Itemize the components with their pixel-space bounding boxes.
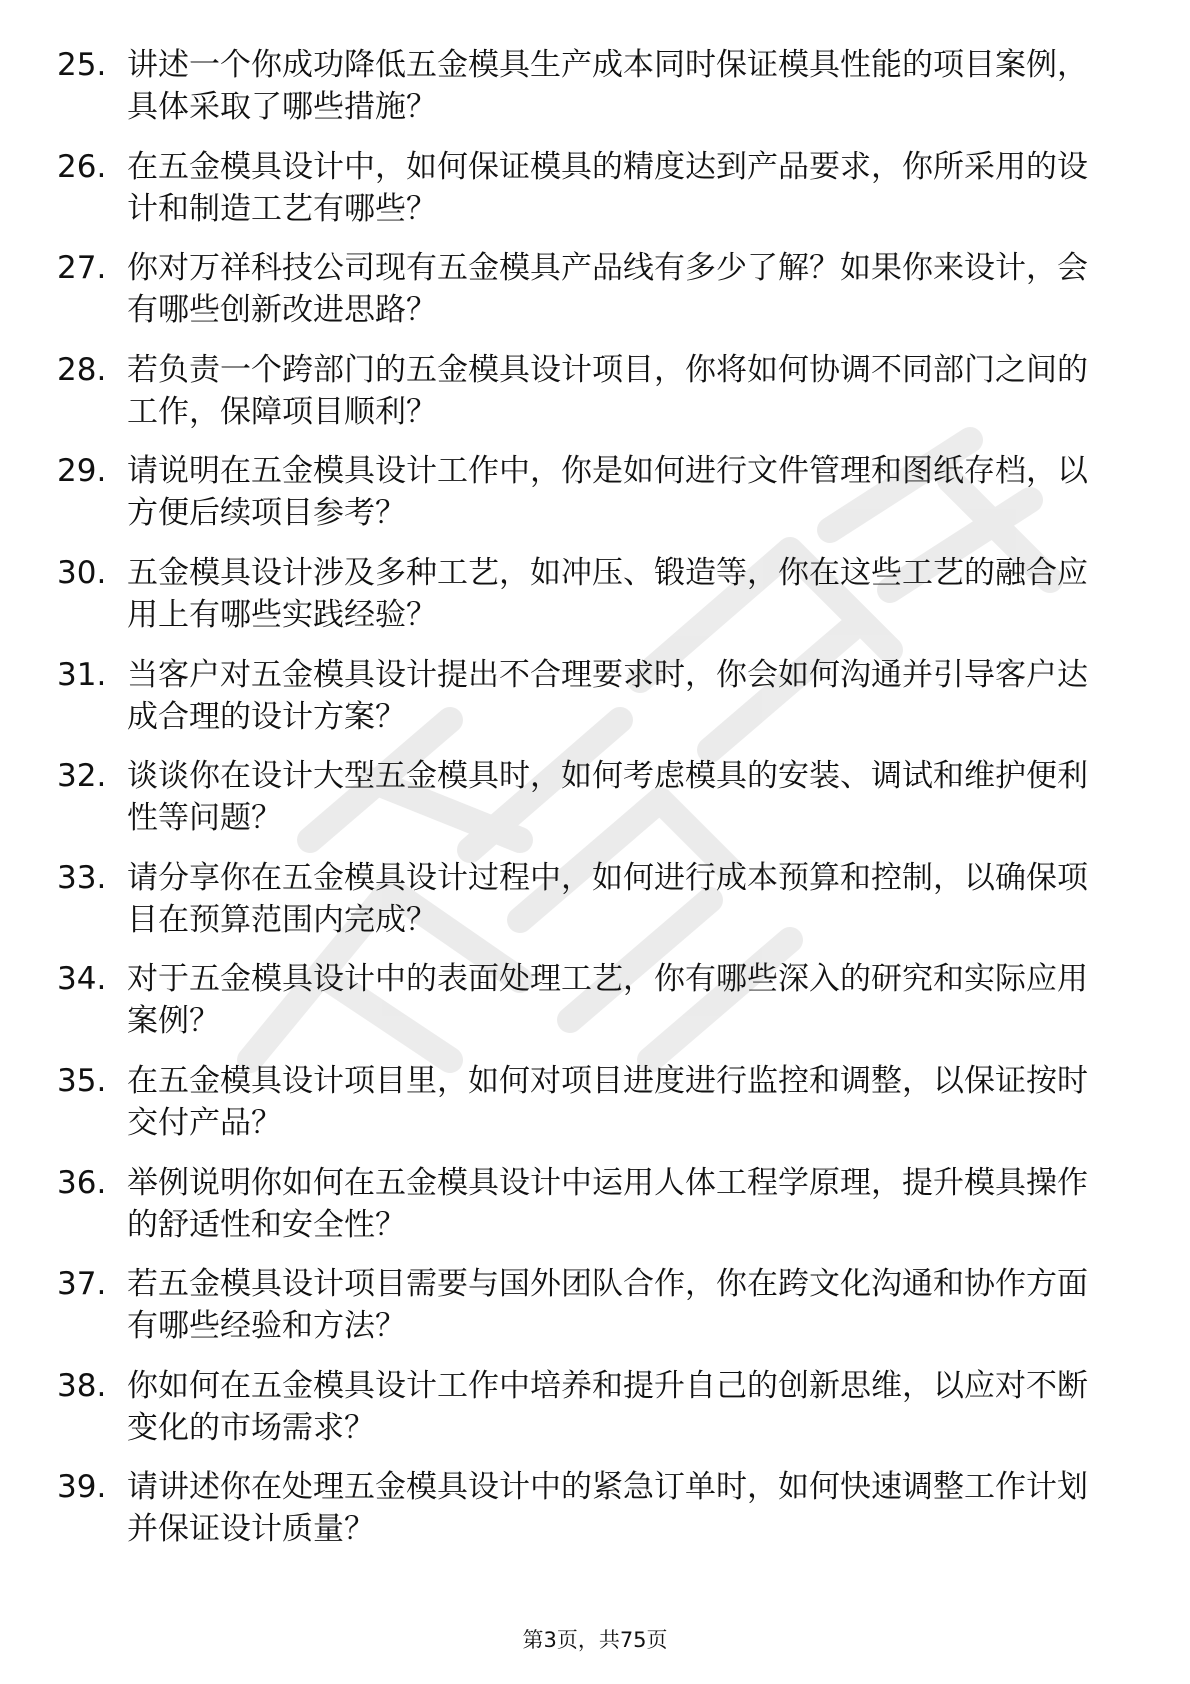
- list-item: [57, 1060, 1107, 1144]
- question-number: 34.: [57, 961, 107, 998]
- question-number: 33.: [57, 859, 107, 896]
- question-text: 若五金模具设计项目需要与国外团队合作，你在跨文化沟通和协作方面有哪些经验和方法？: [127, 1266, 1088, 1345]
- list-item: [57, 958, 1107, 1042]
- question-text: 请说明在五金模具设计工作中，你是如何进行文件管理和图纸存档，以方便后续项目参考？: [127, 453, 1088, 532]
- question-number: 39.: [57, 1469, 107, 1506]
- question-number: 26.: [57, 148, 107, 185]
- question-text: 若负责一个跨部门的五金模具设计项目，你将如何协调不同部门之间的工作，保障项目顺利？: [127, 351, 1088, 430]
- list-item: [57, 654, 1107, 738]
- list-item: [57, 1466, 1107, 1550]
- list-item: [57, 247, 1107, 331]
- question-text: 举例说明你如何在五金模具设计中运用人体工程学原理，提升模具操作的舒适性和安全性？: [127, 1164, 1088, 1243]
- question-text: 请讲述你在处理五金模具设计中的紧急订单时，如何快速调整工作计划并保证设计质量？: [127, 1469, 1088, 1548]
- question-number: 35.: [57, 1062, 107, 1099]
- question-number: 31.: [57, 656, 107, 693]
- question-number: 36.: [57, 1164, 107, 1201]
- question-text: 讲述一个你成功降低五金模具生产成本同时保证模具性能的项目案例，具体采取了哪些措施？: [127, 47, 1088, 125]
- list-item: [57, 1162, 1107, 1246]
- question-text: 在五金模具设计项目里，如何对项目进度进行监控和调整，以保证按时交付产品？: [127, 1062, 1088, 1141]
- question-text: 你如何在五金模具设计工作中培养和提升自己的创新思维，以应对不断变化的市场需求？: [127, 1367, 1088, 1446]
- list-item: [57, 1365, 1107, 1449]
- list-item: [57, 552, 1107, 636]
- page-indicator: 第3页，共75页: [522, 1628, 668, 1652]
- page-footer: [0, 1625, 1190, 1655]
- question-text: 五金模具设计涉及多种工艺，如冲压、锻造等，你在这些工艺的融合应用上有哪些实践经验？: [127, 554, 1088, 633]
- question-number: 27.: [57, 250, 107, 287]
- question-number: 28.: [57, 351, 107, 388]
- question-text: 谈谈你在设计大型五金模具时，如何考虑模具的安装、调试和维护便利性等问题？: [127, 758, 1088, 837]
- question-number: 32.: [57, 758, 107, 795]
- list-item: [57, 44, 1107, 128]
- question-number: 37.: [57, 1266, 107, 1303]
- question-number: 30.: [57, 554, 107, 591]
- question-text: 请分享你在五金模具设计过程中，如何进行成本预算和控制，以确保项目在预算范围内完成？: [127, 859, 1088, 938]
- list-item: [57, 450, 1107, 534]
- question-text: 你对万祥科技公司现有五金模具产品线有多少了解？如果你来设计，会有哪些创新改进思路？: [127, 250, 1088, 329]
- question-number: 38.: [57, 1367, 107, 1404]
- list-item: [57, 755, 1107, 839]
- question-text: 当客户对五金模具设计提出不合理要求时，你会如何沟通并引导客户达成合理的设计方案？: [127, 656, 1088, 735]
- list-item: [57, 857, 1107, 941]
- question-text: 对于五金模具设计中的表面处理工艺，你有哪些深入的研究和实际应用案例？: [127, 961, 1088, 1040]
- list-item: [57, 349, 1107, 433]
- list-item: [57, 146, 1107, 230]
- question-number: 29.: [57, 453, 107, 490]
- question-number: 25.: [57, 47, 107, 83]
- list-item: [57, 1263, 1107, 1347]
- question-list: [57, 44, 1107, 1568]
- question-text: 在五金模具设计中，如何保证模具的精度达到产品要求，你所采用的设计和制造工艺有哪些？: [127, 148, 1088, 227]
